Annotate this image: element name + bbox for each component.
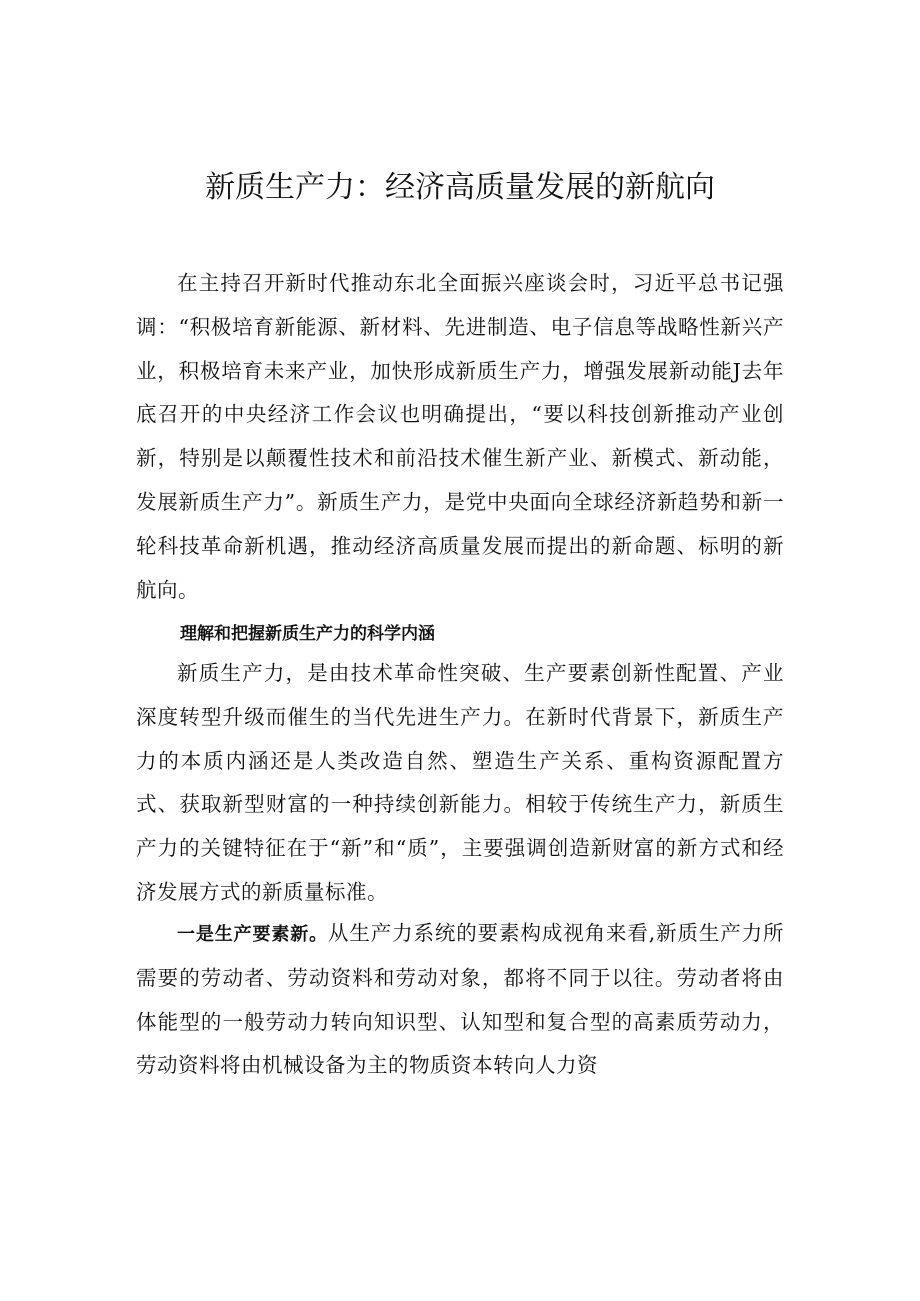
paragraph-lead-phrase: 一是生产要素新。 [177,924,329,945]
document-title: 新质生产力：经济高质量发展的新航向 [205,170,715,205]
paragraph-intro: 在主持召开新时代推动东北全面振兴座谈会时，习近平总书记强调：“积极培育新能源、新材料、先进制造、电子信息等战略性新兴产业，积极培育未来产业，加快形成新质生产力，增强发展新动能J去年底召开的中央经济工作会议也明确提出，“要以科技创新推动产业创新，特别是以颠覆性技术和前沿技术催生新产业、新模式、新动能，发展新质生产力”。新质生产力，是党中央面向全球经济新趋势和新一轮科技革命新机遇，推动经济高质量发展而提出的新命题、标明的新航向。 [136,271,784,602]
section-heading: 理解和把握新质生产力的科学内涵 [180,624,435,644]
paragraph-connotation: 新质生产力，是由技术革命性突破、生产要素创新性配置、产业深度转型升级而催生的当代先进生产力。在新时代背景下，新质生产力的本质内涵还是人类改造自然、塑造生产关系、重构资源配置方式、获取新型财富的一种持续创新能力。相较于传统生产力，新质生产力的关键特征在于“新”和“质”，主要强调创造新财富的新方式和经济发展方式的新质量标准。 [136,661,784,904]
paragraph-body-text: 从生产力系统的要素构成视角来看,新质生产力所需要的劳动者、劳动资料和劳动对象，都将不同于以往。劳动者将由体能型的一般劳动力转向知识型、认知型和复合型的高素质劳动力，劳动资料将由机械设备为主的物质资本转向人力资 [136,921,785,1078]
paragraph-production-factors [136,912,784,1088]
